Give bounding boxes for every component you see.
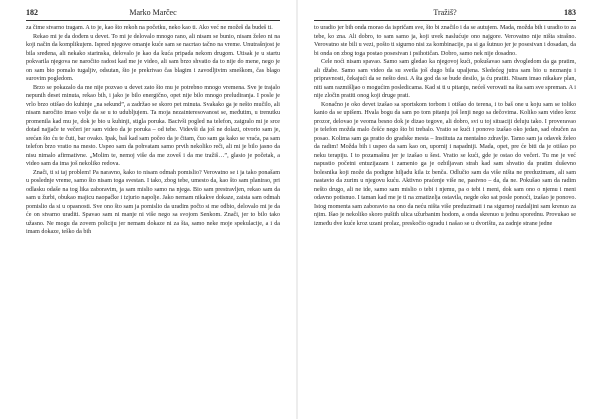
paragraph: Znači, ti si taj problem! Pa naravno, kako to nisam odmah pomislio? Verovatno se i ja tako ponašam u poslednje vreme, samo što nisam toga svestan. I tako, zbog tebe, umesto da, kao što sam planirao, pri odlasku odaše na tog lika zaboravim, ja sam mislio samo na njega. Bio sam prestravljen, rekao sam da sam u žurbi, obukao majicu naopačke i izjurio napolje. Jako nemam nikakve dokaze, zaista sam odmah pomislio da si u opasnosti. Sve ono što sam ja pomislio da uradim počto si me odbio, delovalo mi je da će on stvarno uraditi. Spavao sam ni manje ni više nego sa svojom Senkom. Znači, jer to bilo tako užasno. Ne mogu da zovem policiju jer nemam dokaze ni za šta, samo neke moje spekulacije, a i da imam dokaze, teško da bih: [26, 169, 280, 236]
book-title: Tražiš?: [433, 8, 457, 17]
page-number-left: 182: [26, 8, 38, 17]
paragraph: Rekao mi je da dođem u devet. To mi je delovalo mnogo rano, ali nisam se bunio, nisam želeo ni na koji način da komplikujem. Ispred njegove omanje kuće sam se nacrtao tačno na vreme. Unutrašnjost je bila sređena, ali nekako starinska, delovalo je kao da kuća pripada nekom drugom. Utisak je u startu pokvarila njegova ne naročito radost kad me je video, ali sam brzo shvatio da to nije do mene, nego je on sam bio pomalo tugaljiv, odsutan, što je prekrivao čas blagim i zavodljivim smeškom, čas blago surovim pogledom.: [26, 33, 280, 83]
paragraph: za čime stvarno tragam. A to je, kao što rekoh na početku, neko kao ti. Ako već ne možeš da budeš ti.: [26, 25, 273, 31]
paragraph: Brzo se pokazalo da me nije pozvao u devet zato što mu je potrebno mnogo vremena. Sve je trajalo nepunih deset minuta, rekao bih, i jako je bilo energično, opet nije bilo mnogo preludiranja. I posle je vrlo brzo otišao do kuhinje „na sekund”, a zadržao se skoro pet minuta. Svakako ga je nešto mučilo, ali nisam naročito imao volje da se u to udubljujem. Ta moja nezainteresovanost se, međutim, u trenutku promenila kad mu je, dok je bio u kuhinji, stigla poruka. Bacivši pogled na telefon, zaigralo mi je srce dotad najjače te večeri jer sam video da je poruka – od tebe. Videvši da još ne dolazi, otvorio sam je, srećan što ću te čuti, bar ovako. Ipak, baš kad sam počeo da je čitam, čuo sam ga kako se vraća, pa sam telefon brzo vratio na mesto. Uspeo sam da pohvatam samo prvih nekoliko reči, ali mi je bilo jasno da nisu nimalo afirmativne. „Molim te, nemoj više da me zoveš i da me tražiš…”, glasio je početak, a video sam da ima još nekoliko redova.: [26, 84, 280, 168]
left-page-text: [26, 24, 280, 417]
paragraph: Konačno je oko devet izašao sa sportskom torbom i otišao do terena, i to baš one u koju sam se toliko kanio da se upišem. Hvala bogu da sam po tom pitanju još lenji nego sa dečovima. Koliko sam video kroz prozor, delovao je veoma besno dok je dizao tegove, ali dobro, svi u toj situaciji deluju tako. I proveravao je telefon možda malo češće nego što bi trebalo. Vratio se kući i ponovo izašao oko jedan, sad obučen za posao. Kolima sam ga pratio do gradske mesta – Instituta za mentalno zdravlje. Tamo sam ja odavek želeo da radim! Možda bih i uspeo da sam kao on, upornij i napadniji. Mada, opet, pre će biti da je otišao po neku terapiju. I to pozamašnu jer je izašao u šest. Vratio se kući, gde je ostao do večeri. Tu me je već napustio početni entuzijazam i zamenio ga je ozbiljavan strah kad sam shvatio da pratim duševno bolesnika koji može da podigne hiljadu kila iz benča. Odlučio sam da više ništa ne preduzimam, ali sam nastavio da zurim u njegovu kuću. Aktivno praćenje više ne, pasivno – da, da ne. Pokušao sam da radim nešto drugo, ali ne ide, samo sam mislio o tebi i njemu, pa o tebi i meni, dok sam ono o njemu i meni odavno potisnuo. I taman kad me je ti na zmatizelja ostavila, negde oko sat posle ponoći, izašao je ponovo. Istog momenta sam zaboravio na ono da neću ništa više preduzimati i na sigurnoj razdaljini sam krenuo za njim. Išao je nekoliko skoro puštih ulica užurbanim hodom, a onda skrenuo u jednu sporednu. Provukao se između dve kuće kroz uzani prolaz, preskočio ogradu i našao se u dvorištu, za zadnje strane jedne: [314, 101, 576, 227]
page-number-right: 183: [564, 8, 576, 17]
author-name: Marko Marčec: [129, 8, 177, 17]
paragraph: to uradio jer bih onda morao da ispričam sve, što bi značilo i da se autujem. Mada, možda bih i uradio to za tebe, ko zna. Ali dobro, to sam samo ja, koji uvek naslućuje ono najgore. Verovatno nije ništa strašno. Verovatno ste bili u vezi, pošto ti sigurno nisi za kombinacije, pa si ga šutnuo jer je posesivan i dosadan, da bi onda on zbog toga postao posesivan i psihotičan. Dobro, samo nek nije dosadno.: [314, 25, 576, 57]
right-page-text: [314, 24, 576, 417]
left-running-header: [26, 8, 280, 21]
book-gutter: [296, 0, 298, 419]
right-running-header: [314, 8, 576, 21]
paragraph: Cele noći nisam spavao. Samo sam gledao ka njegovoj kući, pokušavao sam dvogledom da ga pratim, ali džabe. Samo sam video da su svetla još dugo bila upaljena. Sledećeg jutra sam bio u neznanju i pripravnosti, čekajući da se nešto desi. A šta god da se bude desilo, ja ću pratiti. Nisam imao nikakav plan, niti sam razmišljao o mogućim posledicama. Kad si ti u pitanju, nećeš verovati na šta sam sve spreman. A i nije zločin pratiti onog koji druge prati.: [314, 59, 576, 100]
left-page: [26, 0, 280, 419]
right-page: [314, 0, 576, 419]
